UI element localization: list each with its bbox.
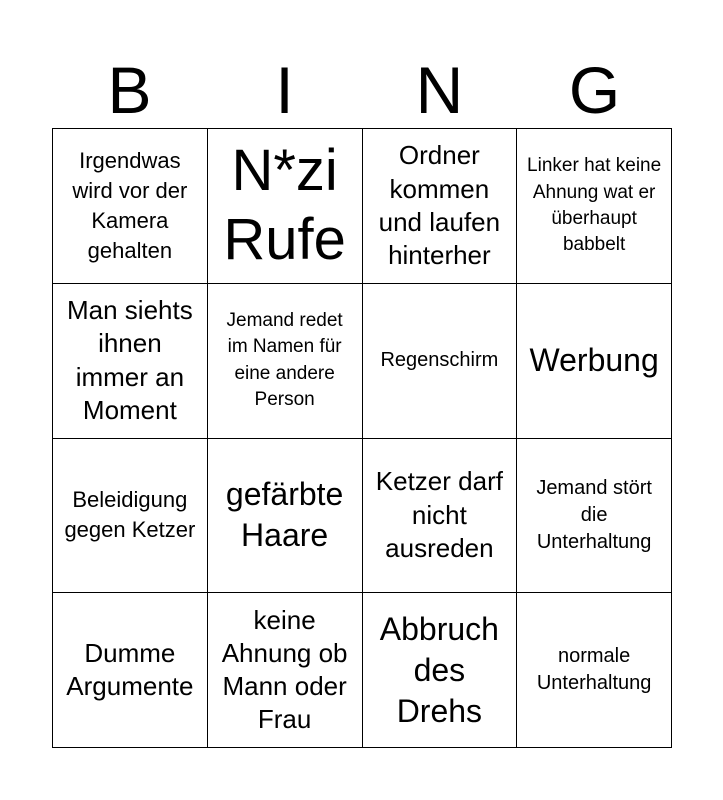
bingo-cell-r3c3[interactable] bbox=[363, 439, 518, 594]
bingo-cell-text: Linker hat keine Ahnung wat er überhaupt babbelt bbox=[527, 155, 662, 256]
bingo-cell-r3c2[interactable] bbox=[208, 439, 363, 594]
bingo-cell-text: Werbung bbox=[529, 342, 659, 379]
bingo-cell-r1c3[interactable] bbox=[363, 129, 518, 284]
bingo-cell-text: Jemand stört die Unterhaltung bbox=[536, 476, 652, 553]
bingo-cell-r3c4[interactable] bbox=[517, 439, 672, 594]
bingo-cell-text: gefärbte Haare bbox=[225, 476, 344, 554]
bingo-cell-text: Dumme Argumente bbox=[66, 637, 194, 702]
header-letter-b: B bbox=[107, 53, 152, 127]
bingo-cell-text: Abbruch des Drehs bbox=[379, 610, 499, 729]
header-letter-n: N bbox=[415, 53, 464, 127]
bingo-cell-text: Regenschirm bbox=[380, 349, 499, 372]
bingo-cell-r4c1[interactable] bbox=[53, 593, 208, 748]
bingo-cell-text: normale Unterhaltung bbox=[536, 644, 652, 695]
bingo-cell-r2c2[interactable] bbox=[208, 284, 363, 439]
bingo-cell-r4c3[interactable] bbox=[363, 593, 518, 748]
bingo-header bbox=[52, 52, 672, 128]
bingo-cell-r1c1[interactable] bbox=[53, 129, 208, 284]
bingo-cell-r4c2[interactable] bbox=[208, 593, 363, 748]
bingo-cell-text: Jemand redet im Namen für eine andere Person bbox=[226, 310, 343, 410]
bingo-cell-text: Beleidigung gegen Ketzer bbox=[64, 487, 196, 543]
header-letter-g: G bbox=[568, 53, 621, 127]
bingo-cell-text: keine Ahnung ob Mann oder Frau bbox=[221, 604, 348, 735]
bingo-cell-r4c4[interactable] bbox=[517, 593, 672, 748]
bingo-cell-r2c1[interactable] bbox=[53, 284, 208, 439]
header-letter-i: I bbox=[275, 53, 294, 127]
bingo-cell-r1c2[interactable] bbox=[208, 129, 363, 284]
bingo-cell-text: Ketzer darf nicht ausreden bbox=[375, 466, 503, 563]
bingo-cell-text: N*zi Rufe bbox=[223, 138, 346, 272]
bingo-cell-r1c4[interactable] bbox=[517, 129, 672, 284]
bingo-cell-text: Man siehts ihnen immer an Moment bbox=[67, 295, 193, 425]
bingo-cell-r2c3[interactable] bbox=[363, 284, 518, 439]
bingo-cell-r3c1[interactable] bbox=[53, 439, 208, 594]
bingo-cell-r2c4[interactable] bbox=[517, 284, 672, 439]
bingo-cell-text: Ordner kommen und laufen hinterher bbox=[378, 140, 501, 271]
bingo-cell-text: Irgendwas wird vor der Kamera gehalten bbox=[72, 148, 188, 263]
bingo-board bbox=[52, 128, 672, 748]
